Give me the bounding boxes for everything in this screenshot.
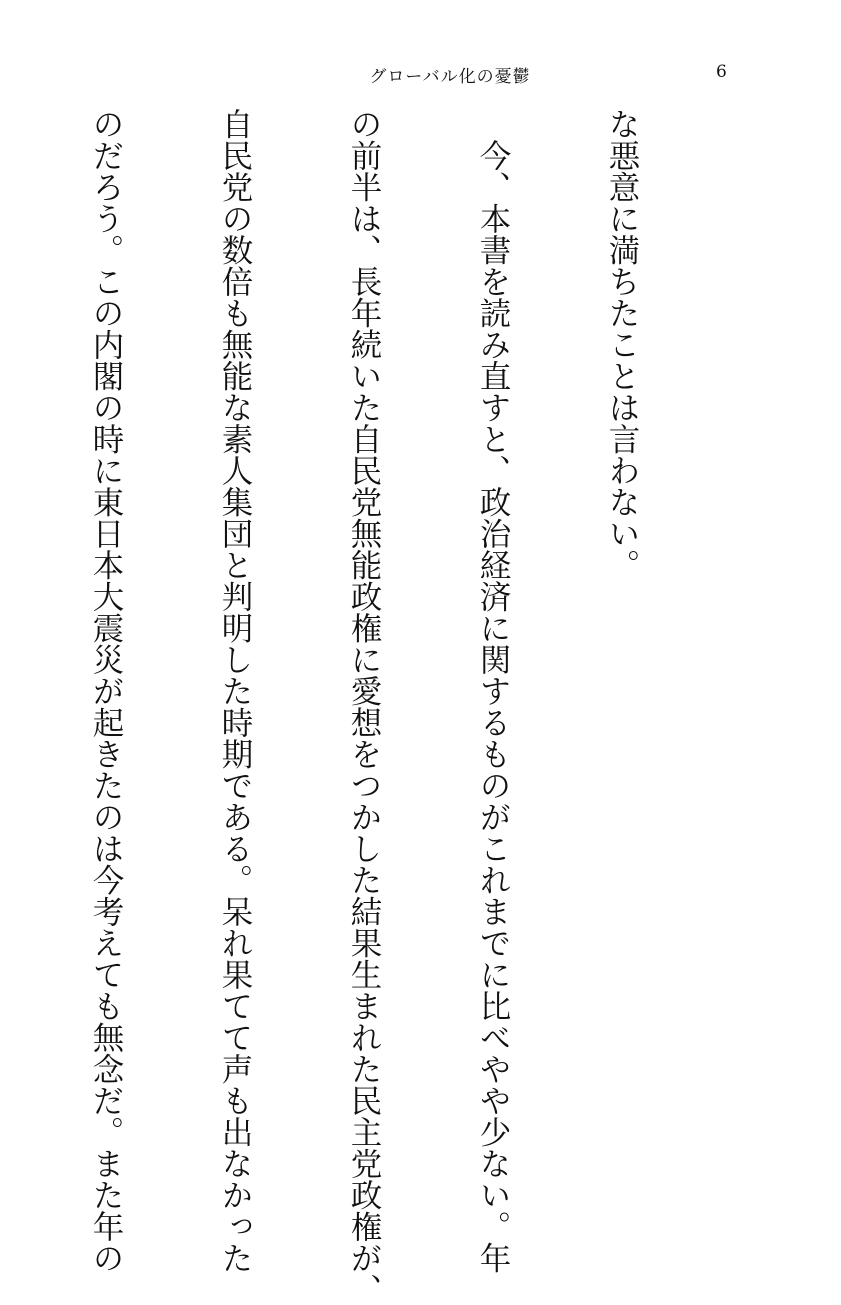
- text-line: 今、本書を読み直すと、政治経済に関するものがこれまでに比べやや少ない。年: [475, 108, 511, 1274]
- header-title: グローバル化の憂鬱: [369, 67, 531, 87]
- page-number: 6: [716, 62, 727, 82]
- text-line: のだろう。この内閣の時に東日本大震災が起きたのは今考えても無念だ。また年の: [88, 108, 124, 1274]
- text-line: な悪意に満ちたことは言わない。: [604, 108, 640, 581]
- text-line: の前半は、長年続いた自民党無能政権に愛想をつかした結果生まれた民主党政権が、: [346, 108, 382, 1305]
- text-line: 自民党の数倍も無能な素人集団と判明した時期である。呆れ果てて声も出なかった: [217, 108, 253, 1274]
- body-text: [0, 108, 729, 1305]
